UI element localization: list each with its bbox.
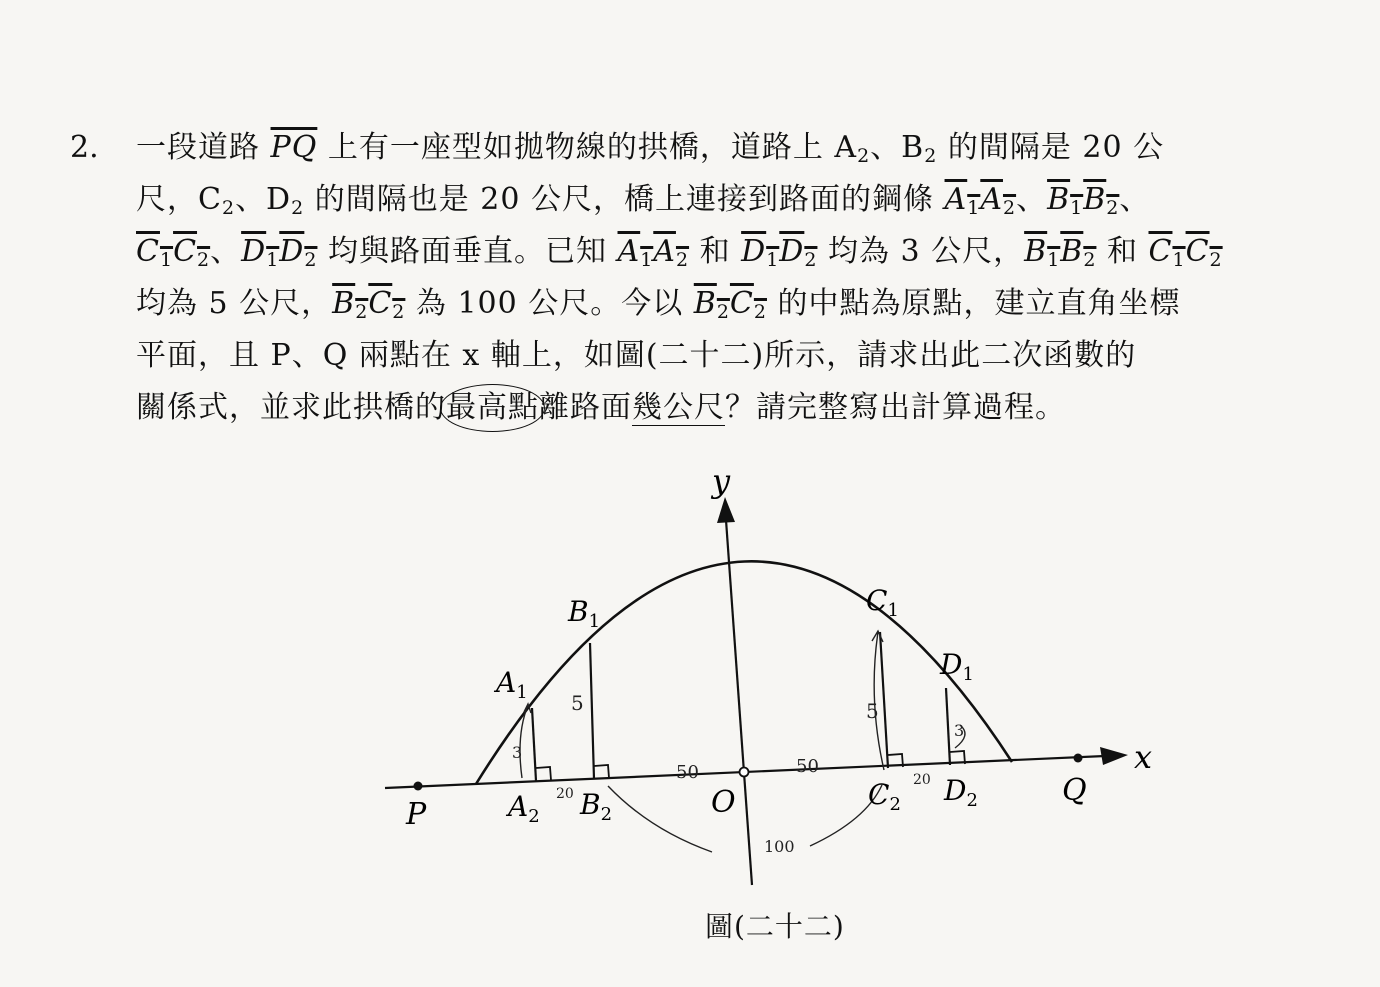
text-segment: 、D: [235, 182, 292, 217]
segment-b1b2: $B_1B_2$: [1024, 234, 1097, 271]
label-b1: $B_1$: [568, 595, 601, 632]
text-segment: 上有一座型如拋物線的拱橋，道路上 A: [317, 130, 858, 165]
label-b2: $B_2$: [580, 788, 613, 825]
segment-pq: $\overline{PQ}$: [270, 130, 318, 165]
right-angle-a2: [536, 767, 551, 780]
segment-c1c2: $C_1C_2$: [1148, 234, 1223, 271]
handwritten-a-length: 3: [512, 743, 523, 762]
label-c1: $C_1$: [866, 584, 899, 621]
text-segment: 平面，且 P、Q 兩點在 x 軸上，如圖(二十二)所示，請求出此二次函數的: [136, 338, 1137, 373]
text-segment: 一段道路: [136, 130, 271, 165]
text-segment: 、: [1016, 182, 1048, 217]
handwritten-c-length: 5: [866, 699, 879, 723]
text-segment: 為 100 公尺。今以: [405, 286, 694, 321]
segment-b2c2: $B_2C_2$: [693, 286, 767, 323]
cable-c1c2: [880, 632, 888, 768]
text-segment: 、B: [870, 130, 925, 165]
segment-a1a2: $A_1A_2$: [944, 182, 1017, 219]
text-segment: 均為 3 公尺，: [817, 234, 1025, 269]
figure-caption: 圖(二十二): [705, 910, 845, 943]
text-segment: 的間隔是 20 公: [937, 130, 1165, 165]
cable-d1d2: [946, 688, 950, 765]
subscript: 2: [857, 145, 871, 167]
y-axis-arrow-icon: [717, 497, 735, 523]
y-axis-label: y: [712, 462, 731, 500]
label-q: Q: [1062, 773, 1087, 808]
text-segment: 關係式，並求此拱橋的: [136, 390, 446, 425]
segment-c1c2: $C_1C_2$: [136, 234, 211, 271]
circled-highest-point: 最高點: [446, 382, 539, 434]
underlined-how-many-meters: 幾公尺: [632, 390, 725, 425]
text-segment: 的間隔也是 20 公尺，橋上連接到路面的鋼條: [304, 182, 945, 217]
label-d2: $D_2$: [944, 774, 978, 811]
text-segment: 均與路面垂直。已知: [317, 234, 618, 269]
text-segment: 的中點為原點，建立直角坐標: [766, 286, 1181, 321]
right-angle-b2: [594, 765, 609, 778]
point-q: [1074, 754, 1083, 763]
segment-b1b2: $B_1B_2$: [1047, 182, 1120, 219]
origin-label: O: [711, 785, 736, 820]
segment-a1a2: $A_1A_2$: [617, 234, 690, 271]
text-segment: 均為 5 公尺，: [136, 286, 333, 321]
subscript: 2: [924, 145, 938, 167]
text-segment: 尺，C: [136, 182, 222, 217]
label-p: P: [406, 797, 427, 832]
segment-b2c2: $B_2C_2$: [332, 286, 406, 323]
x-axis-label: x: [1134, 738, 1153, 776]
parabola-arch: [476, 561, 1012, 784]
handwritten-bc-total: 100: [764, 837, 795, 856]
point-o: [740, 768, 749, 777]
cable-a1a2: [532, 708, 536, 781]
label-a1: $A_1$: [496, 666, 528, 703]
cable-b1b2: [590, 643, 594, 779]
handwritten-ab-gap: 20: [556, 786, 574, 802]
label-c2: $C_2$: [868, 778, 901, 815]
handwritten-d-length: 3: [954, 721, 965, 740]
text-segment: 和: [1096, 234, 1149, 269]
segment-d1d2: $D_1D_2$: [741, 234, 818, 271]
label-a2: $A_2$: [508, 790, 540, 827]
label-d1: $D_1$: [940, 648, 974, 685]
segment-d1d2: $D_1D_2$: [241, 234, 318, 271]
y-axis: [726, 520, 752, 885]
handwritten-left-half: 50: [676, 762, 699, 783]
text-segment: ？請完整寫出計算過程。: [725, 390, 1066, 425]
text-segment: 離路面: [539, 390, 632, 425]
subscript: 2: [221, 197, 236, 219]
text-segment: 、: [1119, 182, 1151, 217]
subscript: 2: [291, 197, 305, 219]
x-axis-arrow-icon: [1100, 747, 1128, 765]
handwritten-cd-gap: 20: [913, 772, 931, 788]
problem-number: 2.: [70, 130, 99, 165]
text-segment: 和: [689, 234, 742, 269]
handwritten-b-length: 5: [571, 691, 584, 715]
pencil-arc-left: [608, 786, 712, 852]
handwritten-right-half: 50: [796, 756, 819, 777]
point-p: [414, 782, 423, 791]
text-segment: 、: [210, 234, 242, 269]
